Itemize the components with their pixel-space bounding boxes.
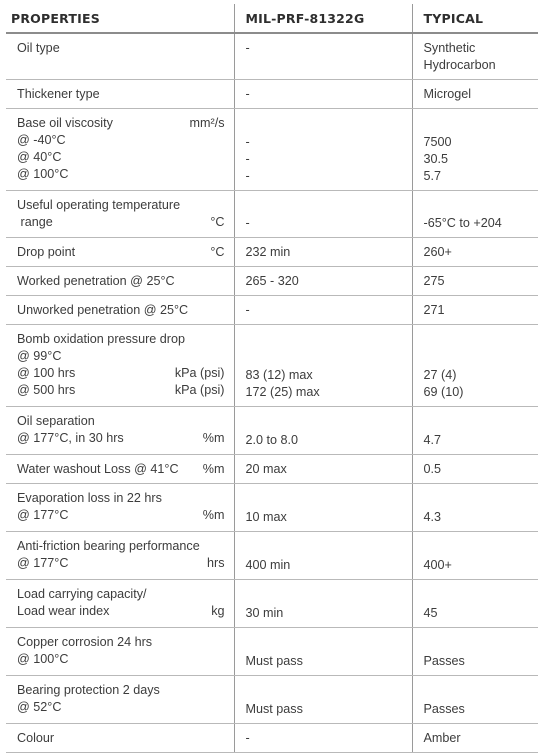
property-evaporation-loss: [6, 484, 234, 532]
table-row: [6, 455, 538, 484]
property-unit: [221, 413, 225, 430]
property-bomb-oxidation: [6, 325, 234, 407]
spec-value: 400 min: [245, 558, 291, 572]
typical-drop-point: [412, 238, 538, 267]
property-line: [17, 132, 225, 149]
property-line: [17, 413, 225, 430]
table-row: [6, 325, 538, 407]
property-label: @ 100°C: [17, 167, 69, 181]
property-label: Oil type: [17, 41, 60, 55]
typical-value: 7500: [423, 135, 452, 149]
property-line: [17, 115, 225, 132]
property-label: Load wear index: [17, 604, 110, 618]
property-label: @ 100°C: [17, 652, 69, 666]
property-line: [17, 538, 225, 555]
typical-value: -65°C to +204: [423, 216, 502, 230]
property-bearing-protection: [6, 676, 234, 724]
spec-value: -: [245, 135, 250, 149]
typical-base-oil-viscosity: [412, 109, 538, 191]
property-unit: [221, 730, 225, 747]
property-line: [17, 86, 225, 103]
typical-value: Passes: [423, 654, 465, 668]
property-label: @ -40°C: [17, 133, 66, 147]
typical-value: 45: [423, 606, 438, 620]
property-line: [17, 302, 225, 319]
property-unit: [221, 86, 225, 103]
property-label: @ 40°C: [17, 150, 62, 164]
property-label: @ 177°C: [17, 556, 69, 570]
property-line: [17, 730, 225, 747]
header-spec: MIL-PRF-81322G: [234, 4, 412, 33]
property-water-washout-loss: [6, 455, 234, 484]
property-line: [17, 634, 225, 651]
property-unit: [221, 699, 225, 716]
property-line: [17, 331, 225, 348]
property-base-oil-viscosity: [6, 109, 234, 191]
property-label: Bomb oxidation pressure drop: [17, 332, 186, 346]
property-copper-corrosion: [6, 628, 234, 676]
spec-value: 232 min: [245, 245, 291, 259]
spec-value: 265 - 320: [245, 274, 299, 288]
property-line: [17, 197, 225, 214]
spec-value: -: [245, 41, 250, 55]
property-unit: [221, 149, 225, 166]
typical-value: 400+: [423, 558, 452, 572]
property-unit: kg: [211, 604, 225, 618]
typical-oil-separation: [412, 407, 538, 455]
property-unit: mm²/s: [189, 116, 225, 130]
property-useful-operating-temperature: [6, 191, 234, 238]
property-label: @ 500 hrs: [17, 383, 76, 397]
table-row: [6, 580, 538, 628]
property-label: Water washout Loss @ 41°C: [17, 462, 179, 476]
property-label: Worked penetration @ 25°C: [17, 274, 175, 288]
property-oil-separation: [6, 407, 234, 455]
spec-worked-penetration: [234, 267, 412, 296]
property-unit: hrs: [207, 556, 225, 570]
typical-thickener-type: [412, 80, 538, 109]
typical-water-washout-loss: [412, 455, 538, 484]
property-line: [17, 586, 225, 603]
typical-value: 27 (4): [423, 368, 457, 382]
property-line: [17, 365, 225, 382]
property-label: Thickener type: [17, 87, 100, 101]
typical-value: 0.5: [423, 462, 442, 476]
spec-thickener-type: [234, 80, 412, 109]
property-label: Useful operating temperature: [17, 198, 181, 212]
property-label: Oil separation: [17, 414, 95, 428]
table-row: [6, 628, 538, 676]
spec-value: 10 max: [245, 510, 287, 524]
property-line: [17, 348, 225, 365]
property-unit: °C: [210, 245, 225, 259]
header-typical: TYPICAL: [412, 4, 538, 33]
property-unit: [221, 348, 225, 365]
spec-value: -: [245, 303, 250, 317]
spec-useful-operating-temperature: [234, 191, 412, 238]
spec-load-carrying-capacity: [234, 580, 412, 628]
property-line: [17, 603, 225, 620]
property-label: Drop point: [17, 245, 76, 259]
property-anti-friction-bearing: [6, 532, 234, 580]
spec-anti-friction-bearing: [234, 532, 412, 580]
property-label: Unworked penetration @ 25°C: [17, 303, 189, 317]
typical-bearing-protection: [412, 676, 538, 724]
typical-evaporation-loss: [412, 484, 538, 532]
typical-value: 275: [423, 274, 445, 288]
property-unit: %m: [202, 508, 225, 522]
typical-oil-type: [412, 33, 538, 80]
typical-copper-corrosion: [412, 628, 538, 676]
spec-value: -: [245, 169, 250, 183]
property-label: @ 100 hrs: [17, 366, 76, 380]
properties-sheet: [6, 4, 538, 753]
typical-value: Hydrocarbon: [423, 58, 496, 72]
typical-value: Passes: [423, 702, 465, 716]
property-unit: [221, 490, 225, 507]
typical-value: 30.5: [423, 152, 449, 166]
spec-drop-point: [234, 238, 412, 267]
table-row: [6, 191, 538, 238]
property-unit: [221, 331, 225, 348]
spec-value: Must pass: [245, 654, 303, 668]
spec-water-washout-loss: [234, 455, 412, 484]
property-worked-penetration: [6, 267, 234, 296]
table-row: [6, 676, 538, 724]
property-label: Bearing protection 2 days: [17, 683, 160, 697]
typical-value: 4.3: [423, 510, 442, 524]
table-row: [6, 267, 538, 296]
property-label: Load carrying capacity/: [17, 587, 147, 601]
spec-copper-corrosion: [234, 628, 412, 676]
property-line: [17, 507, 225, 524]
table-row: [6, 33, 538, 80]
property-line: [17, 166, 225, 183]
property-label: @ 52°C: [17, 700, 62, 714]
spec-unworked-penetration: [234, 296, 412, 325]
property-line: [17, 699, 225, 716]
table-row: [6, 532, 538, 580]
property-thickener-type: [6, 80, 234, 109]
property-label: Evaporation loss in 22 hrs: [17, 491, 162, 505]
table-row: [6, 238, 538, 267]
property-unit: [221, 273, 225, 290]
property-line: [17, 40, 225, 57]
property-label: Copper corrosion 24 hrs: [17, 635, 153, 649]
property-load-carrying-capacity: [6, 580, 234, 628]
property-unit: %m: [202, 462, 225, 476]
property-label: @ 177°C, in 30 hrs: [17, 431, 124, 445]
spec-bearing-protection: [234, 676, 412, 724]
property-oil-type: [6, 33, 234, 80]
table-row: [6, 296, 538, 325]
properties-table: [6, 4, 538, 753]
spec-value: 83 (12) max: [245, 368, 313, 382]
property-unit: °C: [210, 215, 225, 229]
typical-value: 260+: [423, 245, 452, 259]
property-label: @ 99°C: [17, 349, 62, 363]
property-line: [17, 651, 225, 668]
spec-value: 20 max: [245, 462, 287, 476]
property-line: [17, 382, 225, 399]
header-properties: PROPERTIES: [6, 4, 234, 33]
spec-value: -: [245, 731, 250, 745]
table-body: [6, 33, 538, 753]
table-row: [6, 80, 538, 109]
property-label: @ 177°C: [17, 508, 69, 522]
property-unit: [221, 651, 225, 668]
typical-value: 69 (10): [423, 385, 464, 399]
table-row: [6, 484, 538, 532]
spec-value: -: [245, 87, 250, 101]
property-line: [17, 430, 225, 447]
property-unit: %m: [202, 431, 225, 445]
property-unit: [221, 586, 225, 603]
spec-value: -: [245, 152, 250, 166]
property-label: Base oil viscosity: [17, 116, 113, 130]
spec-bomb-oxidation: [234, 325, 412, 407]
property-unit: [221, 302, 225, 319]
property-label: Anti-friction bearing performance: [17, 539, 200, 553]
table-row: [6, 407, 538, 455]
property-line: [17, 461, 225, 478]
typical-value: 271: [423, 303, 445, 317]
spec-base-oil-viscosity: [234, 109, 412, 191]
typical-value: 5.7: [423, 169, 442, 183]
property-line: [17, 682, 225, 699]
table-row: [6, 109, 538, 191]
typical-bomb-oxidation: [412, 325, 538, 407]
table-header-row: [6, 4, 538, 33]
property-unit: [221, 166, 225, 183]
typical-value: Synthetic: [423, 41, 476, 55]
spec-evaporation-loss: [234, 484, 412, 532]
spec-value: 2.0 to 8.0: [245, 433, 299, 447]
typical-unworked-penetration: [412, 296, 538, 325]
property-line: [17, 214, 225, 231]
typical-value: 4.7: [423, 433, 442, 447]
property-unworked-penetration: [6, 296, 234, 325]
typical-useful-operating-temperature: [412, 191, 538, 238]
typical-anti-friction-bearing: [412, 532, 538, 580]
property-unit: [221, 40, 225, 57]
typical-value: Amber: [423, 731, 461, 745]
spec-oil-type: [234, 33, 412, 80]
property-line: [17, 555, 225, 572]
property-unit: kPa (psi): [174, 366, 225, 380]
spec-value: Must pass: [245, 702, 303, 716]
property-line: [17, 149, 225, 166]
spec-value: -: [245, 216, 250, 230]
property-unit: [221, 538, 225, 555]
property-line: [17, 273, 225, 290]
property-label: Colour: [17, 731, 55, 745]
property-unit: kPa (psi): [174, 383, 225, 397]
typical-value: Microgel: [423, 87, 472, 101]
typical-load-carrying-capacity: [412, 580, 538, 628]
property-line: [17, 490, 225, 507]
property-label: range: [17, 215, 53, 229]
property-unit: [221, 197, 225, 214]
property-unit: [221, 634, 225, 651]
spec-value: 172 (25) max: [245, 385, 320, 399]
property-unit: [221, 132, 225, 149]
spec-oil-separation: [234, 407, 412, 455]
property-drop-point: [6, 238, 234, 267]
typical-worked-penetration: [412, 267, 538, 296]
spec-value: 30 min: [245, 606, 284, 620]
property-unit: [221, 682, 225, 699]
property-line: [17, 244, 225, 261]
